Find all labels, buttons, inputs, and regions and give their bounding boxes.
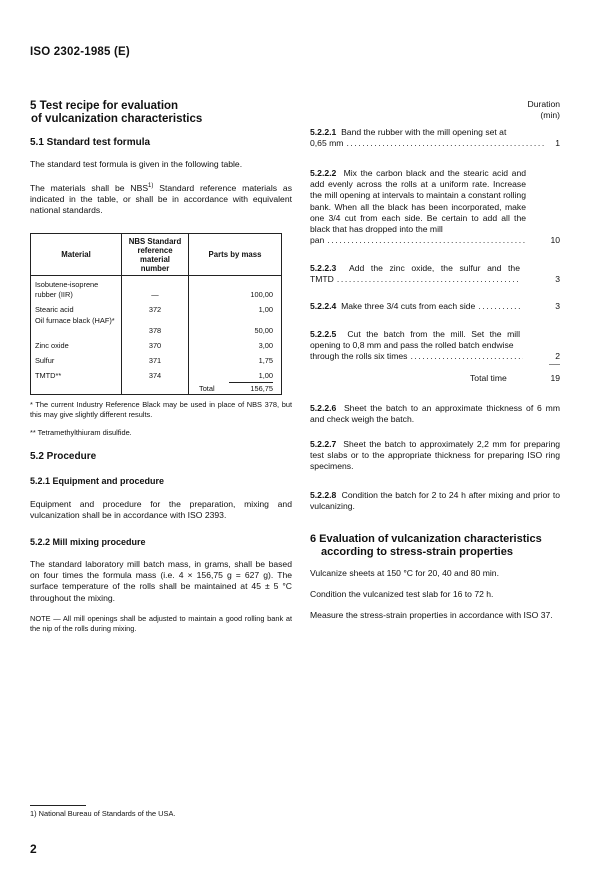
table-row-1-material: Isobutene-isoprene rubber (IIR) [35, 280, 99, 299]
section-5-title-line-1: 5 Test recipe for evaluation [30, 100, 179, 112]
section-5-2-2-text: The standard laboratory mill batch mass, in grams, shall be based on four times the formula mass (i.e. 4 × 156,75 g = 627 g). The surface temperature of the rolls shall be maintained at 45 ± 5 °C throughout the mixing. [30, 559, 292, 603]
section-5-1-intro: The standard test formula is given in the following table. [30, 159, 243, 169]
section-5-title [30, 100, 300, 126]
table-row-5-parts: 1,75 [258, 356, 273, 365]
table-header-nbs: NBS Standard reference material number [128, 237, 182, 273]
step-5-2-2-5-number: 5.2.2.5 [310, 329, 337, 339]
step-5-2-2-3-duration: 3 [555, 274, 560, 285]
table-footnote-double-star: ** Tetramethylthiuram disulfide. [30, 428, 132, 437]
standard-formula-table [30, 233, 282, 395]
step-5-2-2-4-duration: 3 [555, 301, 560, 311]
section-5-2-1-text: Equipment and procedure for the preparation, mixing and vulcanization shall be in accordance with ISO 2393. [30, 499, 292, 521]
step-5-2-2-1-number: 5.2.2.1 [310, 127, 337, 137]
table-row-2-nbs: 372 [148, 305, 162, 314]
table-row-4-material: Zinc oxide [35, 341, 69, 350]
step-5-2-2-2-number: 5.2.2.2 [310, 168, 337, 178]
section-6-title-line-2: according to stress-strain properties [321, 546, 513, 558]
step-5-2-2-2-duration: 10 [550, 235, 560, 245]
section-5-2-1-title: 5.2.1 Equipment and procedure [30, 476, 165, 486]
step-5-2-2-4-number: 5.2.2.4 [310, 301, 337, 311]
section-6-title-line-1: 6 Evaluation of vulcanization characteristics [310, 533, 542, 545]
duration-label: Duration [527, 99, 560, 109]
table-total-label: Total [199, 384, 215, 393]
step-5-2-2-7-number: 5.2.2.7 [310, 439, 337, 449]
table-total-value: 156,75 [250, 384, 273, 393]
duration-column-header [510, 99, 560, 121]
section-5-2-title: 5.2 Procedure [30, 451, 97, 462]
table-row-5-nbs: 371 [148, 356, 162, 365]
step-5-2-2-1 [310, 127, 560, 149]
table-row-5-material: Sulfur [35, 356, 55, 365]
table-footnote-star: * The current Industry Reference Black may be used in place of NBS 378, but this may give slightly different results. [30, 400, 292, 419]
page-number: 2 [30, 842, 37, 856]
section-6-title [310, 533, 572, 559]
materials-text-b: Standard reference materials as indicated in the table, or shall be in accordance with equivalent national standards. [30, 182, 292, 216]
step-5-2-2-1-text-2: 0,65 mm [310, 138, 344, 149]
note-paragraph: NOTE — All mill openings shall be adjusted to maintain a good rolling bank at the nip of the rolls during mixing. [30, 614, 292, 633]
table-row-3-parts: 50,00 [254, 326, 273, 335]
step-5-2-2-2-last-word: pan [310, 235, 325, 245]
table-header-material: Material [61, 250, 91, 259]
step-5-2-2-8 [310, 490, 560, 512]
section-6-paragraph-2: Condition the vulcanized test slab for 16 to 72 h. [310, 589, 494, 599]
footnote-1: 1) National Bureau of Standards of the USA. [30, 809, 176, 818]
step-5-2-2-6 [310, 403, 560, 425]
footnote-ref-1[interactable]: 1) [148, 183, 154, 189]
step-5-2-2-5-text: Cut the batch from the mill. Set the mill opening to 0,8 mm and pass the rolled batch endwise [310, 329, 520, 351]
step-5-2-2-2-text: Mix the carbon black and the stearic acid and add evenly across the rolls at a uniform rate. Increase the mill opening at intervals to maintain a constant rolling bank. When all the black has been incorporated, make one 3/4 cut from each side. Be certain to add all the black that has dropped into the mill [310, 168, 526, 235]
table-row-3-material: Oil furnace black (HAF)* [35, 316, 115, 325]
section-6-paragraph-1: Vulcanize sheets at 150 °C for 20, 40 and 80 min. [310, 568, 499, 578]
section-5-2-2-title: 5.2.2 Mill mixing procedure [30, 537, 146, 547]
step-5-2-2-4-text: Make three 3/4 cuts from each side [341, 301, 476, 311]
step-5-2-2-7 [310, 439, 560, 473]
step-5-2-2-3-text-2: TMTD [310, 274, 334, 285]
section-5-title-line-2: of vulcanization characteristics [31, 113, 203, 125]
section-6-paragraph-3: Measure the stress-strain properties in accordance with ISO 37. [310, 610, 553, 620]
footnote-separator [30, 805, 86, 806]
total-time-value: 19 [550, 373, 560, 383]
total-time-label: Total time [470, 373, 507, 383]
table-row-4-nbs: 370 [148, 341, 162, 350]
step-5-2-2-8-text: Condition the batch for 2 to 24 h after mixing and prior to vulcanizing. [310, 490, 560, 512]
table-row-1-nbs: — [151, 290, 159, 299]
step-5-2-2-3 [310, 263, 560, 285]
step-5-2-2-4 [310, 301, 560, 312]
step-5-2-2-2 [310, 168, 526, 235]
step-5-2-2-5 [310, 329, 520, 351]
step-5-2-2-6-text: Sheet the batch to an approximate thickness of 6 mm and check weigh the batch. [310, 403, 560, 425]
section-5-1-title: 5.1 Standard test formula [30, 137, 151, 148]
step-5-2-2-6-number: 5.2.2.6 [310, 403, 337, 413]
step-5-2-2-5-last-line [310, 351, 560, 362]
table-row-4-parts: 3,00 [258, 341, 273, 350]
duration-unit: (min) [540, 110, 560, 121]
table-row-2-material: Stearic acid [35, 305, 74, 314]
step-5-2-2-2-last-line [310, 235, 560, 246]
document-id: ISO 2302-1985 (E) [30, 46, 130, 58]
step-5-2-2-3-number: 5.2.2.3 [310, 263, 337, 273]
section-5-1-materials-paragraph [30, 181, 292, 216]
step-5-2-2-3-text: Add the zinc oxide, the sulfur and the [349, 263, 520, 273]
table-header-parts: Parts by mass [208, 250, 262, 259]
step-5-2-2-5-duration: 2 [555, 351, 560, 361]
step-5-2-2-5-last-text: through the rolls six times [310, 351, 408, 361]
table-row-2-parts: 1,00 [258, 305, 273, 314]
step-5-2-2-1-text: Band the rubber with the mill opening set at [341, 127, 507, 137]
table-row-6-nbs: 374 [148, 371, 162, 380]
step-5-2-2-8-number: 5.2.2.8 [310, 490, 337, 500]
table-row-1-parts: 100,00 [250, 290, 273, 299]
table-row-6-material: TMTD** [35, 371, 62, 380]
table-row-3-nbs: 378 [148, 326, 162, 335]
step-5-2-2-7-text: Sheet the batch to approximately 2,2 mm for preparing test slabs or to the appropriate thickness for preparing ISO ring specimens. [310, 439, 561, 472]
materials-text-a: The materials shall be NBS [30, 182, 149, 193]
table-row-6-parts: 1,00 [258, 371, 273, 380]
step-5-2-2-1-duration: 1 [555, 138, 560, 149]
